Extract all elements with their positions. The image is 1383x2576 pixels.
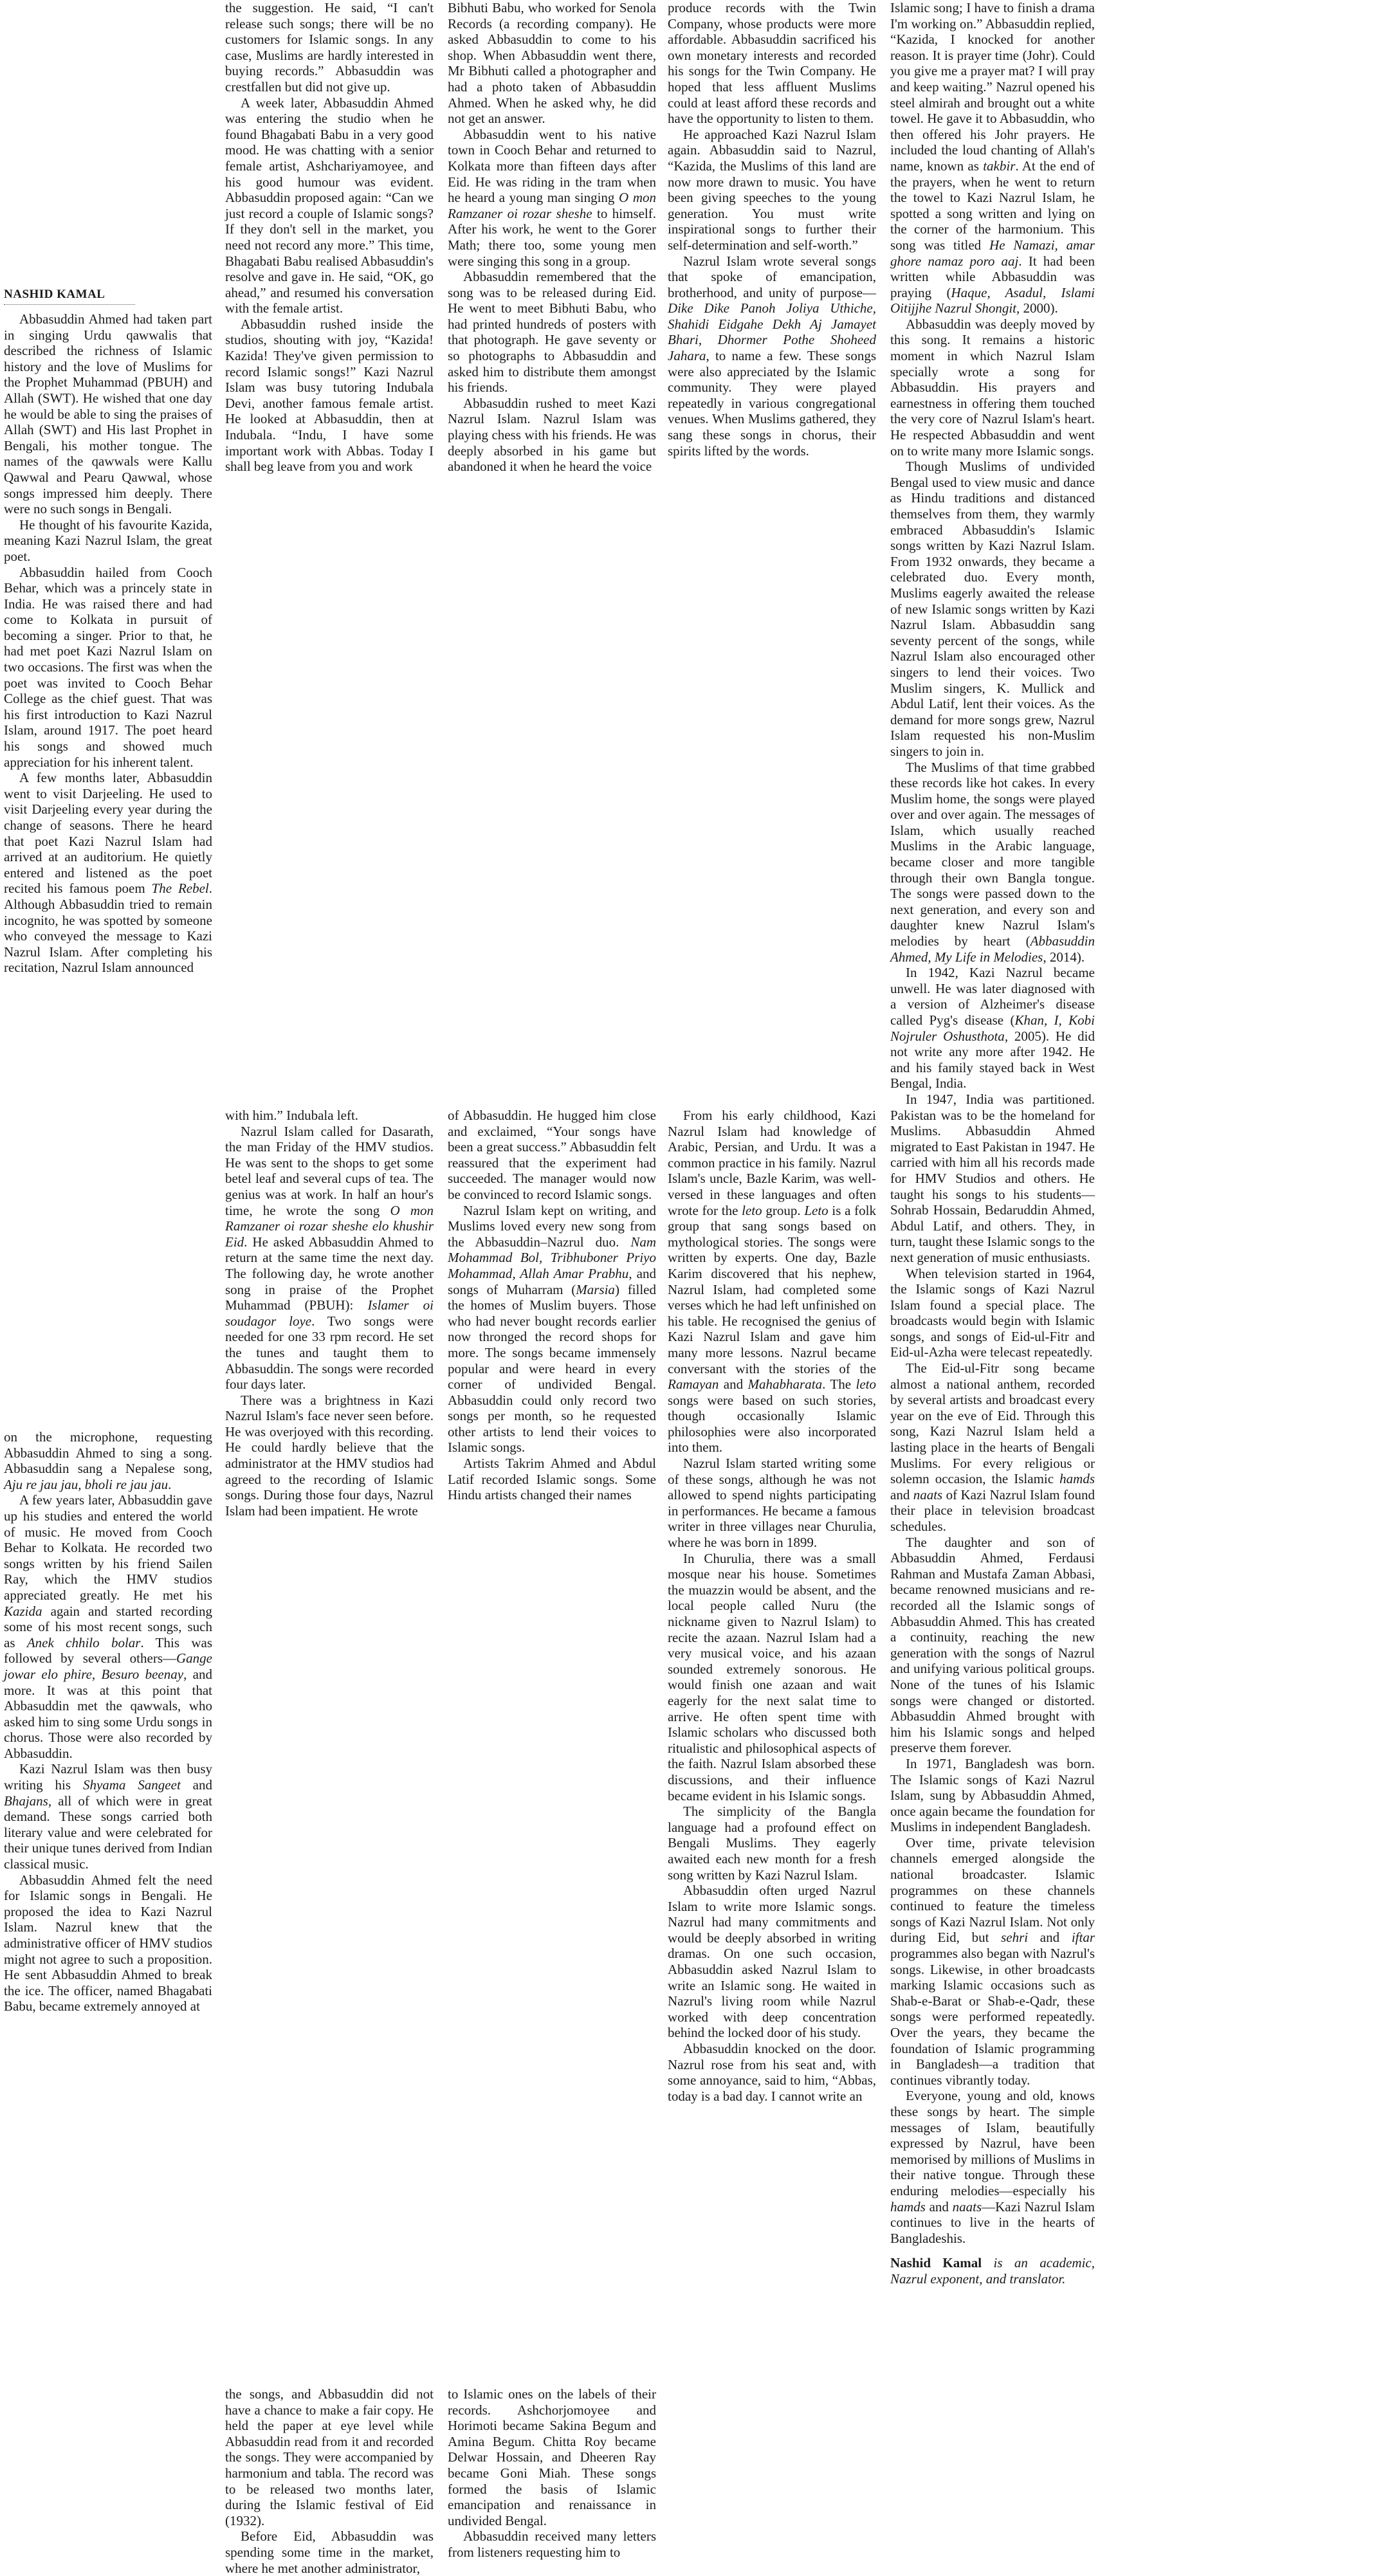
paragraph	[890, 1835, 1095, 2088]
italic-title: Khan, I, Kobi Nojruler Oshusthota	[890, 1012, 1095, 1044]
text-run: The Eid-ul-Fitr song became almost a national anthem, recorded by several artists and broadcast every year on the eve of Eid. Through this song, Kazi Nazrul Islam held a lasting place in the hearts of Bengali Muslims. For every religious or solemn occasion, the Islamic	[890, 1360, 1095, 1487]
text-run: Though Muslims of undivided Bengal used to view music and dance as Hindu traditions and distanced themselves from them, they warmly embraced Abbasuddin's Islamic songs written by Kazi Nazrul Islam. From 1932 onwards, they became a celebrated duo. Every month, Muslims eagerly awaited the release of new Islamic songs written by Kazi Nazrul Islam. Abbasuddin sang seventy percent of the songs, while Nazrul Islam also encouraged other singers to lend their voices. Two Muslim singers, K. Mullick and Abdul Latif, lent their voices. As the demand for more songs grew, Nazrul Islam requested his non-Muslim singers to join in.	[890, 459, 1095, 759]
column-3-top	[448, 0, 656, 479]
text-run: and	[1028, 1930, 1072, 1946]
italic-title: Marsia	[576, 1281, 615, 1297]
paragraph	[448, 127, 656, 269]
italic-title: Nam Mohammad Bol, Tribhuboner Priyo Mohammad, Allah Amar Prabhu	[448, 1234, 656, 1281]
paragraph	[225, 2386, 434, 2528]
text-run: . He asked Abbasuddin Ahmed to return at the same time the next day. The following day, he wrote another song in praise of the Prophet Muhammad (PBUH):	[225, 1234, 434, 1313]
column-4-top	[668, 0, 876, 459]
text-run: Nazrul Islam started writing some of these songs, although he was not allowed to spend nights participating in performances. He became a famous writer in three villages near Churulia, where he was born in 1899.	[668, 1456, 876, 1551]
italic-title: naats	[952, 2198, 982, 2215]
text-run: to himself. After his work, he went to the Gorer Math; there too, some young men were singing this song in a group.	[448, 205, 657, 269]
text-run: . This was followed by several others—	[4, 1634, 212, 1667]
column-2-bottom	[225, 2386, 434, 2576]
paragraph	[668, 253, 876, 459]
text-run: Abbasuddin rushed inside the studios, shouting with joy, “Kazida! Kazida! They've given permission to record Islamic songs!” Kazi Nazrul Islam was busy tutoring Indubala Devi, another famous female artist. He looked at Abbasuddin, then at Indubala. “Indu, I have some important work with Abbas. Today I shall beg leave from you and work	[225, 316, 434, 475]
paragraph	[890, 1535, 1095, 1756]
text-run: In 1947, India was partitioned. Pakistan was to be the homeland for Muslims. Abbasuddin Ahmed migrated to East Pakistan in 1947. He carried with him all his records made for HMV Studios and others. He taught his songs to his students—Sohrab Hossain, Bedaruddin Ahmed, Abdul Latif, and others. They, in turn, taught these Islamic songs to the next generation of music enthusiasts.	[890, 1091, 1095, 1265]
text-run: , all of which were in great demand. These songs carried both literary value and were celebrated for their unique tunes derived from Indian classical music.	[4, 1793, 212, 1872]
text-run: . It had been written while Abbasuddin was praying (	[890, 253, 1095, 300]
paragraph	[890, 0, 1095, 316]
text-run: programmes also began with Nazrul's songs. Likewise, in other broadcasts marking Islamic occasions such as Shab-e-Barat or Shab-e-Qadr, these songs were performed repeatedly. Over the years, they became the foundation of Islamic programming in Bangladesh—a tradition that continues vibrantly today.	[890, 1946, 1095, 2088]
paragraph	[4, 517, 212, 565]
paragraph	[225, 2528, 434, 2576]
paragraph	[890, 1092, 1095, 1266]
text-run: Abbasuddin hailed from Cooch Behar, which was a princely state in India. He was raised there and had come to Kolkata in pursuit of becoming a singer. Prior to that, he had met poet Kazi Nazrul Islam on two occasions. The first was when the poet was invited to Cooch Behar College as the chief guest. That was his first introduction to Kazi Nazrul Islam, around 1917. The poet heard his songs and showed much appreciation for his inherent talent.	[4, 564, 212, 770]
paragraph	[448, 269, 656, 396]
italic-title: O mon Ramzaner oi rozar sheshe	[448, 190, 656, 221]
italic-title: Dike Dike Panoh Joliya Uthiche, Shahidi Eidgahe Dekh Aj Jamayet Bhari, Dhormer Pothe Shoheed Jahara	[668, 300, 876, 364]
text-run: ) filled the homes of Muslim buyers. Those who had never bought records earlier now thronged the record shops for more. The songs became immensely popular and were heard in every corner of undivided Bengal. Abbasuddin could only record two songs per month, so he requested other artists to lend their voices to Islamic songs.	[448, 1281, 657, 1456]
paragraph	[668, 0, 876, 127]
paragraph	[668, 1883, 876, 2041]
text-run: , 2005). He did not write any more after 1942. He and his family stayed back in West Bengal, India.	[890, 1028, 1095, 1092]
text-run: He thought of his favourite Kazida, meaning Kazi Nazrul Islam, the great poet.	[4, 516, 212, 564]
text-run: of Abbasuddin. He hugged him close and exclaimed, “Your songs have been a great success.” Abbasuddin felt reassured that the experiment had succeeded. The manager would now be convinced to record Islamic songs.	[448, 1108, 656, 1202]
column-3-middle	[448, 1108, 656, 1590]
italic-title: Islamer oi soudagor loye	[225, 1297, 434, 1329]
paragraph	[448, 2386, 656, 2528]
text-run: . Although Abbasuddin tried to remain incognito, he was spotted by someone who conveyed the message to Kazi Nazrul Islam. After completing his recitation, Nazrul Islam announced	[4, 881, 212, 976]
text-run: There was a brightness in Kazi Nazrul Islam's face never seen before. He was overjoyed with this recording. He could hardly believe that the administrator at the HMV studios had agreed to the recording of Islamic songs. During those four days, Nazrul Islam had been impatient. He wrote	[225, 1392, 434, 1519]
paragraph	[890, 2088, 1095, 2246]
text-run: again and started recording some of his most recent songs, such as	[4, 1603, 212, 1650]
text-run: Abbasuddin Ahmed felt the need for Islamic songs in Bengali. He proposed the idea to Kazi Nazrul Islam. Nazrul knew that the administrative officer of HMV studios might not agree to such a proposition. He sent Abbasuddin Ahmed to break the ice. The officer, named Bhagabati Babu, became extremely annoyed at	[4, 1872, 212, 2014]
italic-title: Ramayan	[668, 1376, 719, 1393]
italic-title: leto	[856, 1376, 876, 1393]
column-4-bottom	[668, 1108, 876, 2519]
paragraph	[890, 459, 1095, 759]
text-run: Artists Takrim Ahmed and Abdul Latif recorded Islamic songs. Some Hindu artists changed their names	[448, 1456, 656, 1503]
paragraph	[448, 2528, 656, 2560]
italic-title: iftar	[1071, 1930, 1095, 1946]
text-run: . At the end of the prayers, when he went to return the towel to Kazi Nazrul Islam, he spotted a song written and lying on the corner of the harmonium. This song was titled	[890, 158, 1095, 253]
italic-title: The Rebel	[151, 881, 209, 897]
text-run: and	[890, 1486, 913, 1503]
text-run: and	[180, 1777, 213, 1793]
italic-title: He Namazi, amar ghore namaz poro aaj	[890, 237, 1095, 269]
paragraph	[225, 95, 434, 316]
text-run: is a folk group that sang songs based on mythological stories. The songs were written by experts. One day, Bazle Karim discovered that his nephew, Nazrul Islam, had completed some verses which he had left unfinished on his table. He recognised the genius of Kazi Nazrul Islam and gave him many more lessons. Nazrul became conversant with the stories of the	[668, 1202, 876, 1376]
paragraph	[225, 1393, 434, 1519]
paragraph	[4, 770, 212, 976]
italic-title: O mon Ramzaner oi rozar sheshe elo khushir Eid	[225, 1202, 434, 1250]
paragraph	[668, 1108, 876, 1456]
text-run: A week later, Abbasuddin Ahmed was entering the studio when he found Bhagabati Babu in a very good mood. He was chatting with a senior female artist, Ashchariyamoyee, and his good humour was evident. Abbasuddin proposed again: “Can we just record a couple of Islamic songs? If they don't sell in the market, you need not record any more.” This time, Bhagabati Babu realised Abbasuddin's resolve and gave in. He said, “OK, go ahead,” and resumed his conversation with the female artist.	[225, 95, 434, 316]
text-run: Before Eid, Abbasuddin was spending some time in the market, where he met another administrator,	[225, 2528, 434, 2576]
italic-title: hamds	[890, 2198, 926, 2215]
paragraph	[668, 1456, 876, 1551]
column-1-bottom	[4, 1429, 212, 2516]
text-run: Abbasuddin often urged Nazrul Islam to write more Islamic songs. Nazrul had many commitments and would be deeply absorbed in writing dramas. On one such occasion, Abbasuddin asked Nazrul Islam to write an Islamic song. He waited in Nazrul's living room while Nazrul worked with deep concentration behind the locked door of his study.	[668, 1883, 876, 2041]
text-run: songs were based on such stories, though occasionally Islamic philosophies were also incorporated into them.	[668, 1392, 876, 1456]
text-run: A few months later, Abbasuddin went to visit Darjeeling. He used to visit Darjeeling every year during the change of seasons. There he heard that poet Kazi Nazrul Islam had arrived at an auditorium. He quietly entered and listened as the poet recited his famous poem	[4, 770, 212, 897]
text-run: , and more. It was at this point that Abbasuddin met the qawwals, who asked him to sing some Urdu songs in chorus. Those were also recorded by Abbasuddin.	[4, 1666, 212, 1761]
text-run: Abbasuddin remembered that the song was to be released during Eid. He went to meet Bibhuti Babu, who had printed hundreds of posters with that photograph. He gave seventy or so photographs to Abbasuddin and asked him to distribute them amongst his friends.	[448, 269, 656, 396]
italic-title: naats	[913, 1486, 943, 1503]
italic-title: sehri	[1001, 1930, 1029, 1946]
text-run: The daughter and son of Abbasuddin Ahmed, Ferdausi Rahman and Mustafa Zaman Abbasi, became renowned musicians and re-recorded all the Islamic songs of Abbasuddin Ahmed. This has created a continuity, reaching the new generation with the songs of Nazrul and unifying various political groups. None of the tunes of his Islamic songs were changed or distorted. Abbasuddin Ahmed brought with him his Islamic songs and helped preserve them forever.	[890, 1534, 1095, 1756]
italic-title: Leto	[804, 1202, 829, 1218]
paragraph	[890, 965, 1095, 1092]
text-run: —Kazi Nazrul Islam continues to live in the hearts of Bangladeshis.	[890, 2198, 1095, 2246]
byline-divider	[4, 304, 135, 305]
text-run: group.	[762, 1202, 805, 1218]
paragraph	[4, 311, 212, 517]
text-run: , 2000).	[1016, 300, 1058, 316]
text-run: . Two songs were needed for one 33 rpm record. He set the tunes and taught them to Abbasuddin. The songs were recorded four days later.	[225, 1313, 434, 1393]
text-run: , 2014).	[1043, 949, 1085, 965]
column-2-top	[225, 0, 434, 495]
text-run: the suggestion. He said, “I can't release such songs; there will be no customers for Islamic songs. In any case, Muslims are hardly interested in buying records.” Abbasuddin was crestfallen but did not give up.	[225, 0, 434, 95]
italic-title: hamds	[1059, 1471, 1095, 1487]
column-3-bottom	[448, 2386, 656, 2560]
text-run: and	[925, 2198, 953, 2215]
paragraph	[4, 1872, 212, 2014]
text-run: Abbasuddin received many letters from listeners requesting him to	[448, 2528, 656, 2560]
italic-title: Kazida	[4, 1603, 42, 1619]
italic-title: Gange jowar elo phire, Besuro beenay	[4, 1650, 212, 1682]
author-bio-name: Nashid Kamal	[890, 2255, 982, 2271]
paragraph	[890, 1360, 1095, 1535]
text-run: Abbasuddin went to his native town in Cooch Behar and returned to Kolkata more than fifteen days after Eid. He was riding in the tram when he heard a young man singing	[448, 126, 656, 206]
text-run: Bibhuti Babu, who worked for Senola Records (a recording company). He asked Abbasuddin to come to his shop. When Abbasuddin went there, Mr Bibhuti called a photographer and had a photo taken of Abbasuddin Ahmed. When he asked why, he did not get an answer.	[448, 0, 656, 127]
text-run: From his early childhood, Kazi Nazrul Islam had knowledge of Arabic, Persian, and Urdu. It was a common practice in his family. Nazrul Islam's uncle, Bazle Karim, was well-versed in these languages and often wrote for the	[668, 1108, 876, 1218]
paragraph	[668, 127, 876, 253]
text-run: Over time, private television channels emerged alongside the national broadcaster. Islamic programmes on these channels continued to feature the timeless songs of Kazi Nazrul Islam. Not only during Eid, but	[890, 1834, 1095, 1946]
italic-title: Shyama Sangeet	[82, 1777, 181, 1793]
italic-title: Haque, Asadul, Islami Oitijjhe Nazrul Shongit	[890, 284, 1095, 316]
paragraph	[225, 316, 434, 475]
paragraph	[890, 1266, 1095, 1361]
paragraph	[890, 316, 1095, 459]
text-run: Abbasuddin was deeply moved by this song. It remains a historic moment in which Nazrul Islam specially wrote a song for Abbasuddin. His prayers and earnestness in offering them touched the very core of Nazrul Islam's heart. He respected Abbasuddin and went on to write many more Islamic songs.	[890, 316, 1095, 459]
text-run: Nazrul Islam wrote several songs that spoke of emancipation, brotherhood, and unity of purpose—	[668, 253, 876, 300]
text-run: In 1942, Kazi Nazrul became unwell. He was later diagnosed with a version of Alzheimer's disease called Pyg's disease (	[890, 965, 1095, 1028]
paragraph	[668, 1551, 876, 1804]
italic-title: leto	[742, 1202, 762, 1218]
text-run: He approached Kazi Nazrul Islam again. Abbasuddin said to Nazrul, “Kazida, the Muslims of this land are now more drawn to music. You have been giving speeches to the young generation. You must write inspirational songs to further their self-determination and self-worth.”	[668, 126, 876, 253]
paragraph	[448, 1108, 656, 1203]
text-run: produce records with the Twin Company, whose products were more affordable. Abbasuddin sacrificed his own monetary interests and recorded his songs for the Twin Company. He hoped that less affluent Muslims could at least afford these records and have the opportunity to listen to them.	[668, 0, 876, 127]
italic-title: takbir	[983, 158, 1016, 174]
column-2-middle	[225, 1108, 434, 1571]
italic-title: Abbasuddin Ahmed, My Life in Melodies	[890, 933, 1095, 965]
paragraph	[890, 1756, 1095, 1835]
italic-title: Bhajans	[4, 1793, 48, 1809]
text-run: When television started in 1964, the Islamic songs of Kazi Nazrul Islam found a special place. The broadcasts would begin with Islamic songs, and songs of Eid-ul-Fitr and Eid-ul-Azha were telecast repeatedly.	[890, 1265, 1095, 1360]
author-bio-text: is an academic, Nazrul exponent, and translator.	[890, 2255, 1095, 2287]
paragraph	[4, 1761, 212, 1872]
italic-title: Mahabharata	[747, 1376, 823, 1393]
paragraph	[448, 1456, 656, 1503]
paragraph	[4, 1429, 212, 1492]
column-5	[890, 0, 1095, 2516]
text-run: Everyone, young and old, knows these songs by heart. The simple messages of Islam, beautifully expressed by Nazrul, have been memorised by millions of Muslims in their native tongue. Through these enduring melodies—especially his	[890, 2088, 1095, 2198]
text-run: In 1971, Bangladesh was born. The Islamic songs of Kazi Nazrul Islam, sung by Abbasuddin Ahmed, once again became the foundation for Muslims in independent Bangladesh.	[890, 1755, 1095, 1835]
text-run: The Muslims of that time grabbed these records like hot cakes. In every Muslim home, the songs were played over and over again. The messages of Islam, which usually reached Muslims in the Arabic language, became closer and more tangible through their own Bangla tongue. The songs were passed down to the next generation, and every son and daughter knew Nazrul Islam's melodies by heart (	[890, 759, 1095, 949]
paragraph	[225, 0, 434, 95]
paragraph	[890, 760, 1095, 965]
text-run: Islamic song; I have to finish a drama I'm working on.” Abbasuddin replied, “Kazida, I knocked for another reason. It is prayer time (Johr). Could you give me a prayer mat? I will pray and keep waiting.” Nazrul opened his steel almirah and brought out a white towel. He gave it to Abbasuddin, who then offered his Johr prayers. He included the loud chanting of Allah's name, known as	[890, 0, 1095, 174]
text-run: A few years later, Abbasuddin gave up his studies and entered the world of music. He moved from Cooch Behar to Kolkata. He recorded two songs written by his friend Sailen Ray, which the HMV studios appreciated greatly. He met his	[4, 1492, 212, 1603]
paragraph	[225, 1108, 434, 1124]
paragraph	[448, 0, 656, 127]
text-run: on the microphone, requesting Abbasuddin Ahmed to sing a song. Abbasuddin sang a Nepalese song,	[4, 1429, 212, 1477]
text-run: , and songs of Muharram (	[448, 1265, 656, 1297]
paragraph	[448, 1203, 656, 1456]
text-run: to Islamic ones on the labels of their records. Ashchorjomoyee and Horimoti became Sakina Begum and Amina Begum. Chitta Roy became Delwar Hossain, and Dheeren Ray became Goni Miah. These songs formed the basis of Islamic emancipation and renaissance in undivided Bengal.	[448, 2386, 656, 2528]
paragraph	[668, 1804, 876, 1883]
text-run: Nazrul Islam kept on writing, and Muslims loved every new song from the Abbasuddin–Nazrul duo.	[448, 1202, 656, 1250]
paragraph	[448, 396, 656, 475]
italic-title: Aju re jau jau, bholi re jau jau	[4, 1476, 169, 1492]
text-run: Nazrul Islam called for Dasarath, the man Friday of the HMV studios. He was sent to the shops to get some betel leaf and several cups of tea. The genius was at work. In half an hour's time, he wrote the song	[225, 1123, 434, 1218]
text-run: with him.” Indubala left.	[225, 1108, 359, 1123]
text-run: Kazi Nazrul Islam was then busy writing his	[4, 1761, 212, 1793]
text-run: . The	[822, 1376, 856, 1393]
text-run: In Churulia, there was a small mosque near his house. Sometimes the muazzin would be absent, and the local people called Nuru (the nickname given to Nazrul Islam) to recite the azaan. Nazrul Islam had a very musical voice, and his azaan sounded extremely sonorous. He would finish one azaan and wait eagerly for the next salat time to arrive. He often spent time with Islamic scholars who discussed both ritualistic and philosophical aspects of the faith. Nazrul Islam absorbed these discussions, and their influence became evident in his Islamic songs.	[668, 1550, 876, 1804]
paragraph	[668, 2041, 876, 2104]
author-bio	[890, 2255, 1095, 2287]
byline: NASHID KAMAL	[4, 288, 105, 301]
text-run: and	[719, 1376, 748, 1393]
text-run: .	[168, 1476, 172, 1492]
column-1-top	[4, 311, 212, 1123]
text-run: the songs, and Abbasuddin did not have a chance to make a fair copy. He held the paper at eye level while Abbasuddin read from it and recorded the songs. They were accompanied by harmonium and tabla. The record was to be released two months later, during the Islamic festival of Eid (1932).	[225, 2386, 434, 2528]
paragraph	[4, 1492, 212, 1761]
column-5-body	[890, 0, 1095, 2246]
paragraph	[225, 1124, 434, 1393]
paragraph	[4, 565, 212, 771]
text-run: The simplicity of the Bangla language had a profound effect on Bengali Muslims. They eagerly awaited each new month for a fresh song written by Kazi Nazrul Islam.	[668, 1804, 876, 1883]
text-run: of Kazi Nazrul Islam found their place in television broadcast schedules.	[890, 1486, 1095, 1534]
text-run: Abbasuddin rushed to meet Kazi Nazrul Islam. Nazrul Islam was playing chess with his friends. He was deeply absorbed in his game but abandoned it when he heard the voice	[448, 395, 656, 475]
text-run: Abbasuddin Ahmed had taken part in singing Urdu qawwalis that described the richness of Islamic history and the love of Muslims for the Prophet Muhammad (PBUH) and Allah (SWT). He wished that one day he would be able to sing the praises of Allah (SWT) and His last Prophet in Bengali, his mother tongue. The names of the qawwals were Kallu Qawwal and Pearu Qawwal, whose songs impressed him deeply. There were no such songs in Bengali.	[4, 311, 212, 517]
text-run: Abbasuddin knocked on the door. Nazrul rose from his seat and, with some annoyance, said to him, “Abbas, today is a bad day. I cannot write an	[668, 2041, 876, 2104]
italic-title: Anek chhilo bolar	[26, 1634, 141, 1650]
text-run: , to name a few. These songs were also appreciated by the Islamic community. They were played repeatedly in various congregational venues. When Muslims gathered, they sang these songs in chorus, their spirits lifted by the words.	[668, 348, 876, 459]
